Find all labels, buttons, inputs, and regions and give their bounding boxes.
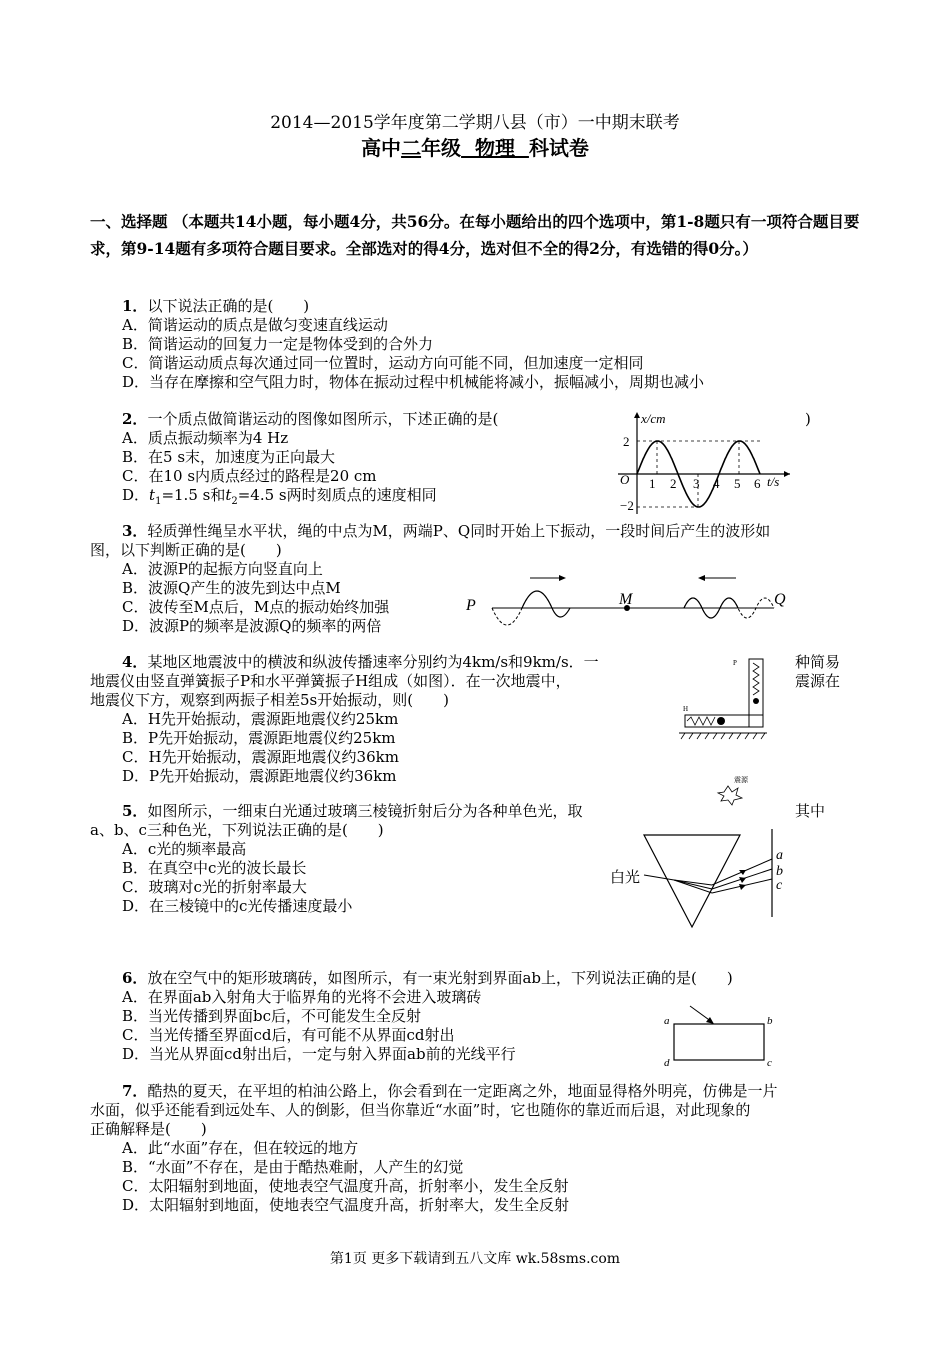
label-m: M xyxy=(619,591,633,608)
q1-option-d: D．当存在摩擦和空气阻力时，物体在振动过程中机械能将减小，振幅减小，周期也减小 xyxy=(122,373,705,391)
q3-option-a: A．波源P的起振方向竖直向上 xyxy=(122,560,323,578)
graph-tick-label: 1 xyxy=(649,476,656,491)
q5-stem-line1b: 其中 xyxy=(795,802,826,820)
q7-stem-line1: 7．酷热的夏天，在平坦的柏油公路上，你会看到在一定距离之外，地面显得格外明亮，仿佛是一片 xyxy=(122,1082,778,1100)
q3-stem-line2: 图，以下判断正确的是( ) xyxy=(90,541,282,559)
graph-tick-label: 3 xyxy=(693,476,700,491)
q3-rope-wave-figure xyxy=(462,568,802,640)
q4-stem-line1b: 种简易 xyxy=(795,653,841,671)
q5-option-d: D．在三棱镜中的c光传播速度最小 xyxy=(122,897,353,915)
graph-tick-label: 6 xyxy=(754,476,761,491)
q2-option-a: A．质点振动频率为4 Hz xyxy=(122,429,289,447)
q4-stem-line1a: 4．某地区地震波中的横波和纵波传播速率分别约为4km/s和9km/s．一 xyxy=(122,653,599,671)
label-p: P xyxy=(466,597,476,614)
label-c: c xyxy=(767,1057,772,1069)
q4-stem-line2a: 地震仪由竖直弹簧振子P和水平弹簧振子H组成（如图）．在一次地震中， xyxy=(90,672,571,690)
q2-vibration-graph xyxy=(610,408,800,520)
q2-option-b: B．在5 s末，加速度为正向最大 xyxy=(122,448,336,466)
q1-option-a: A．简谐运动的质点是做匀变速直线运动 xyxy=(122,316,388,334)
q5-option-a: A．c光的频率最高 xyxy=(122,840,247,858)
q4-option-d: D．P先开始振动，震源距地震仪约36km xyxy=(122,767,397,785)
label-a: a xyxy=(664,1015,670,1027)
label-b: b xyxy=(776,864,783,879)
graph-tick-label: 5 xyxy=(734,476,741,491)
q7-stem-line2: 水面，似乎还能看到远处车、人的倒影，但当你靠近“水面”时，它也随你的靠近而后退，对此现象的 xyxy=(90,1101,751,1119)
label-d: d xyxy=(664,1057,670,1069)
title-part-a: 高中 xyxy=(361,136,402,160)
q4-seismometer-figure xyxy=(675,655,775,745)
q4-stem-line2b: 震源在 xyxy=(795,672,841,690)
q6-glass-block-figure xyxy=(660,1000,780,1072)
page-footer: 第1页 更多下载请到五八文库 wk.58sms.com xyxy=(329,1251,621,1267)
q4-source-icon xyxy=(712,772,762,806)
q3-option-d: D．波源P的频率是波源Q的频率的两倍 xyxy=(122,617,382,635)
graph-y-pos: 2 xyxy=(623,434,630,449)
svg-text:震源: 震源 xyxy=(734,776,748,784)
section-instructions: 一、选择题 （本题共14小题，每小题4分，共56分。在每小题给出的四个选项中，第1-8题只有一项符合题目要求，第9-14题有多项符合题目要求。全部选对的得4分，选对但不全的得2分，有选错的得0分。） xyxy=(90,212,860,258)
graph-tick-label: 4 xyxy=(713,476,720,491)
q2-stem-end: ) xyxy=(805,410,811,428)
q5-option-c: C．玻璃对c光的折射率最大 xyxy=(122,878,307,896)
q6-stem: 6．放在空气中的矩形玻璃砖，如图所示，有一束光射到界面ab上，下列说法正确的是( ) xyxy=(122,969,733,987)
q4-option-c: C．H先开始振动，震源距地震仪约36km xyxy=(122,748,399,766)
q3-stem-line1: 3．轻质弹性绳呈水平状，绳的中点为M，两端P、Q同时开始上下振动，一段时间后产生的波形如 xyxy=(122,522,771,540)
q6-option-c: C．当光传播至界面cd后，有可能不从界面cd射出 xyxy=(122,1026,455,1044)
label-p: P xyxy=(733,659,737,667)
q1-stem: 1．以下说法正确的是( ) xyxy=(122,297,310,315)
label-b: b xyxy=(767,1015,773,1027)
label-h: H xyxy=(683,705,689,713)
q2-option-d: D．$t_1=1.5$ s和$t_2=4.5$ s两时刻质点的速度相同 xyxy=(122,486,437,507)
glass-block xyxy=(674,1024,764,1060)
q4-stem-line3: 地震仪下方，观察到两振子相差5s开始振动，则( ) xyxy=(90,691,449,709)
q4-option-a: A．H先开始振动，震源距地震仪约25km xyxy=(122,710,399,728)
graph-ylabel: x/cm xyxy=(641,411,666,426)
q1-option-b: B．简谐运动的回复力一定是物体受到的合外力 xyxy=(122,335,434,353)
exam-title-line1: 2014—2015学年度第二学期八县（市）一中期末联考 xyxy=(270,113,680,133)
graph-xlabel: t/s xyxy=(767,474,780,489)
q5-prism-figure xyxy=(600,825,800,931)
q2-option-c: C．在10 s内质点经过的路程是20 cm xyxy=(122,467,377,485)
prism xyxy=(644,835,740,927)
exam-title-line2 xyxy=(0,132,950,161)
q1-option-c: C．简谐运动质点每次通过同一位置时，运动方向可能不同，但加速度一定相同 xyxy=(122,354,644,372)
title-part-e: 科试卷 xyxy=(528,136,589,160)
q7-option-b: B．“水面”不存在，是由于酷热难耐，人产生的幻觉 xyxy=(122,1158,464,1176)
title-grade: 二 xyxy=(401,136,422,160)
label-q: Q xyxy=(774,591,786,608)
q2-stem: 2．一个质点做简谐运动的图像如图所示，下述正确的是( xyxy=(122,410,499,428)
graph-y-neg: −2 xyxy=(620,498,634,513)
q6-option-b: B．当光传播到界面bc后，不可能发生全反射 xyxy=(122,1007,422,1025)
q6-option-a: A．在界面ab入射角大于临界角的光将不会进入玻璃砖 xyxy=(122,988,482,1006)
q3-option-b: B．波源Q产生的波先到达中点M xyxy=(122,579,341,597)
graph-origin: O xyxy=(620,472,630,487)
q7-option-a: A．此“水面”存在，但在较远的地方 xyxy=(122,1139,359,1157)
label-c: c xyxy=(776,878,783,893)
q7-stem-line3: 正确解释是( ) xyxy=(90,1120,207,1138)
q6-option-d: D．当光从界面cd射出后，一定与射入界面ab前的光线平行 xyxy=(122,1045,516,1063)
q7-option-c: C．太阳辐射到地面，使地表空气温度升高，折射率小，发生全反射 xyxy=(122,1177,569,1195)
q3-option-c: C．波传至M点后，M点的振动始终加强 xyxy=(122,598,390,616)
q7-option-d: D．太阳辐射到地面，使地表空气温度升高，折射率大，发生全反射 xyxy=(122,1196,570,1214)
label-white-light: 白光 xyxy=(610,870,641,886)
graph-tick-label: 2 xyxy=(670,476,677,491)
title-subject: 物理 xyxy=(475,136,515,160)
label-a: a xyxy=(776,848,783,863)
title-part-c: 年级 xyxy=(421,136,462,160)
q5-stem-line2: a、b、c三种色光，下列说法正确的是( ) xyxy=(90,821,384,839)
q5-option-b: B．在真空中c光的波长最长 xyxy=(122,859,307,877)
q4-option-b: B．P先开始振动，震源距地震仪约25km xyxy=(122,729,396,747)
q5-stem-line1a: 5．如图所示，一细束白光通过玻璃三棱镜折射后分为各种单色光，取 xyxy=(122,802,583,820)
